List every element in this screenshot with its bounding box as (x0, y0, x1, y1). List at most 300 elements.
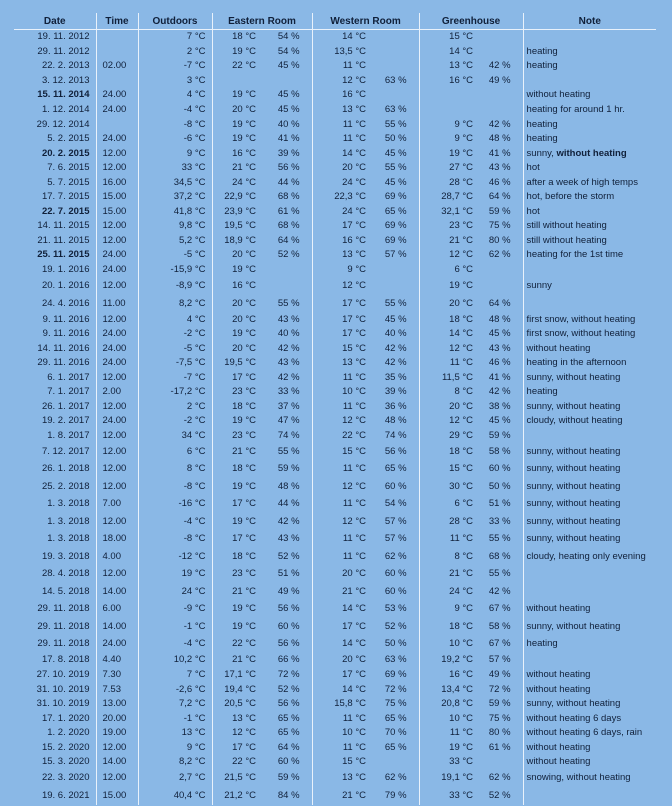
row-eastern-temp: 20 °C (212, 103, 262, 118)
row-eastern-humidity: 60 % (277, 756, 300, 768)
row-eastern-humidity: 45 % (277, 89, 300, 101)
row-eastern-humidity: 65 % (277, 727, 300, 739)
row-western-temp: 9 °C (312, 263, 372, 278)
row-date: 19. 11. 2012 (37, 31, 90, 43)
row-note: heating (523, 132, 656, 147)
table-row (14, 414, 656, 429)
row-eastern-humidity: 61 % (277, 205, 300, 217)
row-greenhouse-humidity: 49 % (488, 74, 511, 86)
row-eastern-temp: 19 °C (212, 478, 262, 496)
row-eastern-temp: 21,2 °C (212, 787, 262, 805)
row-date: 5. 2. 2015 (47, 133, 90, 145)
row-greenhouse-humidity (479, 88, 523, 103)
row-eastern-temp: 23,9 °C (212, 205, 262, 220)
row-greenhouse-humidity: 80 % (488, 727, 511, 739)
row-date: 17. 1. 2020 (41, 712, 90, 724)
row-greenhouse-humidity: 58 % (488, 620, 511, 632)
row-time: 12.00 (96, 219, 138, 234)
row-date: 31. 10. 2019 (36, 698, 90, 710)
row-greenhouse-humidity: 67 % (488, 638, 511, 650)
row-time: 4.00 (96, 548, 138, 566)
row-outdoors: 4 °C (138, 312, 212, 327)
row-date: 14. 5. 2018 (41, 585, 90, 597)
row-greenhouse-temp: 15 °C (419, 461, 479, 479)
row-greenhouse-humidity: 50 % (488, 480, 511, 492)
table-row (14, 190, 656, 205)
row-western-humidity (372, 59, 419, 74)
row-outdoors: -4 °C (138, 636, 212, 654)
row-date: 15. 3. 2020 (41, 756, 90, 768)
row-time: 12.00 (96, 566, 138, 584)
row-western-temp: 15 °C (312, 443, 372, 461)
row-outdoors: -17,2 °C (138, 385, 212, 400)
row-note: without heating (523, 668, 656, 683)
row-note (523, 30, 656, 45)
row-western-humidity: 35 % (384, 371, 407, 383)
header-western-room: Western Room (312, 13, 419, 30)
row-note: first snow, without heating (523, 312, 656, 327)
row-outdoors: -6 °C (138, 132, 212, 147)
row-time: 12.00 (96, 741, 138, 756)
table-row (14, 175, 656, 190)
table-row (14, 205, 656, 220)
row-western-temp: 20 °C (312, 653, 372, 668)
row-eastern-temp: 19,5 °C (212, 356, 262, 371)
row-western-temp: 14 °C (312, 636, 372, 654)
row-eastern-temp: 19 °C (212, 263, 262, 278)
row-greenhouse-humidity: 75 % (488, 712, 511, 724)
row-greenhouse-temp: 16 °C (419, 74, 479, 89)
row-eastern-humidity: 43 % (277, 313, 300, 325)
table-row (14, 234, 656, 249)
row-outdoors: 19 °C (138, 566, 212, 584)
row-date: 1. 8. 2017 (47, 429, 90, 441)
row-outdoors: 9 °C (138, 146, 212, 161)
row-eastern-humidity: 40 % (277, 328, 300, 340)
row-eastern-temp: 21 °C (212, 161, 262, 176)
row-date: 19. 6. 2021 (41, 789, 90, 801)
row-greenhouse-humidity: 64 % (488, 191, 511, 203)
row-date: 7. 6. 2015 (47, 162, 90, 174)
row-outdoors: -4 °C (138, 513, 212, 531)
row-greenhouse-temp: 8 °C (419, 385, 479, 400)
row-greenhouse-temp: 8 °C (419, 548, 479, 566)
row-outdoors: 9 °C (138, 741, 212, 756)
row-greenhouse-temp: 11 °C (419, 726, 479, 741)
table-row (14, 263, 656, 278)
row-western-temp: 14 °C (312, 682, 372, 697)
row-date: 7. 1. 2017 (47, 386, 90, 398)
row-date: 29. 11. 2018 (37, 620, 90, 632)
row-note (523, 295, 656, 313)
row-western-temp: 11 °C (312, 132, 372, 147)
row-time (96, 45, 138, 60)
row-outdoors: 13 °C (138, 726, 212, 741)
row-eastern-temp: 21 °C (212, 443, 262, 461)
row-time: 18.00 (96, 531, 138, 549)
row-eastern-temp: 22 °C (212, 755, 262, 770)
row-time: 24.00 (96, 103, 138, 118)
row-western-temp: 10 °C (312, 726, 372, 741)
table-row (14, 443, 656, 461)
row-time: 12.00 (96, 312, 138, 327)
row-time: 12.00 (96, 234, 138, 249)
row-time: 11.00 (96, 295, 138, 313)
row-eastern-humidity: 48 % (277, 480, 300, 492)
table-row (14, 103, 656, 118)
row-date: 29. 11. 2018 (37, 603, 90, 615)
row-western-humidity: 52 % (384, 620, 407, 632)
row-eastern-temp: 19,4 °C (212, 682, 262, 697)
row-time: 24.00 (96, 414, 138, 429)
row-date: 1. 12. 2014 (41, 104, 90, 115)
row-western-humidity: 48 % (384, 415, 407, 427)
row-time: 12.00 (96, 370, 138, 385)
row-greenhouse-humidity: 59 % (488, 698, 511, 710)
row-greenhouse-humidity: 62 % (488, 772, 511, 784)
row-eastern-humidity: 55 % (277, 445, 300, 457)
row-western-humidity (372, 277, 419, 295)
row-greenhouse-humidity: 45 % (488, 328, 511, 340)
row-western-humidity: 60 % (384, 585, 407, 597)
row-eastern-temp: 21,5 °C (212, 770, 262, 788)
row-eastern-temp: 16 °C (212, 146, 262, 161)
row-date: 14. 11. 2016 (37, 342, 90, 354)
row-western-temp: 11 °C (312, 531, 372, 549)
row-western-humidity: 57 % (384, 515, 407, 527)
row-time: 20.00 (96, 711, 138, 726)
row-western-humidity: 42 % (384, 357, 407, 369)
row-time: 24.00 (96, 356, 138, 371)
table-row (14, 370, 656, 385)
row-outdoors: 34,5 °C (138, 175, 212, 190)
header-date: Date (14, 13, 96, 30)
row-greenhouse-temp: 11 °C (419, 356, 479, 371)
row-greenhouse-temp: 19,1 °C (419, 770, 479, 788)
row-greenhouse-humidity: 62 % (488, 249, 511, 261)
row-note: sunny, without heating (523, 443, 656, 461)
row-note: sunny, without heating (523, 461, 656, 479)
row-greenhouse-humidity: 38 % (488, 400, 511, 412)
row-note: without heating (523, 601, 656, 619)
row-time: 15.00 (96, 787, 138, 805)
row-western-humidity: 74 % (384, 429, 407, 441)
row-greenhouse-humidity: 52 % (488, 789, 511, 801)
row-date: 22. 3. 2020 (41, 772, 90, 784)
row-time: 6.00 (96, 601, 138, 619)
row-western-humidity: 56 % (384, 445, 407, 457)
row-western-temp: 12 °C (312, 414, 372, 429)
row-western-humidity: 75 % (384, 698, 407, 710)
row-western-temp: 22,3 °C (312, 190, 372, 205)
row-note: without heating (523, 741, 656, 756)
row-time: 12.00 (96, 461, 138, 479)
row-eastern-humidity: 60 % (277, 620, 300, 632)
row-greenhouse-temp: 19,2 °C (419, 653, 479, 668)
row-outdoors: -2,6 °C (138, 682, 212, 697)
row-western-temp: 11 °C (312, 496, 372, 514)
row-western-temp: 11 °C (312, 370, 372, 385)
row-time (96, 30, 138, 45)
row-date: 3. 12. 2013 (41, 74, 90, 86)
row-time: 24.00 (96, 88, 138, 103)
row-greenhouse-humidity: 42 % (488, 118, 511, 130)
row-eastern-temp: 18,9 °C (212, 234, 262, 249)
row-greenhouse-humidity: 41 % (488, 147, 511, 159)
row-greenhouse-temp: 11,5 °C (419, 370, 479, 385)
row-greenhouse-temp: 12 °C (419, 341, 479, 356)
row-time (96, 117, 138, 132)
row-outdoors: 34 °C (138, 429, 212, 444)
row-note: heating for the 1st time (523, 248, 656, 263)
row-eastern-humidity: 72 % (277, 669, 300, 681)
row-date: 26. 1. 2018 (41, 463, 90, 475)
row-outdoors: -1 °C (138, 711, 212, 726)
row-outdoors: -9 °C (138, 601, 212, 619)
row-time: 12.00 (96, 277, 138, 295)
table-row (14, 385, 656, 400)
row-western-temp: 11 °C (312, 400, 372, 415)
row-note: heating (523, 117, 656, 132)
row-greenhouse-temp: 21 °C (419, 234, 479, 249)
row-eastern-temp: 19 °C (212, 45, 262, 60)
header-note: Note (523, 13, 656, 30)
row-time: 12.00 (96, 429, 138, 444)
row-greenhouse-humidity: 59 % (488, 429, 511, 441)
row-date: 22. 7. 2015 (41, 205, 90, 217)
row-outdoors: 10,2 °C (138, 653, 212, 668)
row-eastern-humidity: 55 % (277, 297, 300, 309)
table-row (14, 277, 656, 295)
row-western-humidity: 72 % (384, 683, 407, 695)
row-western-temp: 17 °C (312, 618, 372, 636)
row-eastern-humidity (262, 263, 312, 278)
row-greenhouse-humidity: 61 % (488, 741, 511, 753)
row-note: without heating 6 days, rain (523, 726, 656, 741)
row-note: without heating (523, 682, 656, 697)
row-outdoors: 37,2 °C (138, 190, 212, 205)
row-note: cloudy, without heating (523, 414, 656, 429)
row-note: without heating (523, 341, 656, 356)
row-date: 19. 2. 2017 (41, 415, 90, 427)
row-greenhouse-humidity (479, 45, 523, 60)
row-date: 19. 1. 2016 (41, 264, 90, 276)
row-western-temp: 13 °C (312, 356, 372, 371)
row-eastern-temp: 23 °C (212, 429, 262, 444)
row-outdoors: 9,8 °C (138, 219, 212, 234)
row-western-humidity: 60 % (384, 480, 407, 492)
row-note: without heating 6 days (523, 711, 656, 726)
table-row (14, 74, 656, 89)
row-eastern-temp: 17 °C (212, 531, 262, 549)
row-eastern-temp: 17 °C (212, 496, 262, 514)
row-time: 12.00 (96, 513, 138, 531)
row-greenhouse-humidity: 55 % (488, 568, 511, 580)
row-note (523, 74, 656, 89)
header-eastern-room: Eastern Room (212, 13, 312, 30)
table-row (14, 496, 656, 514)
row-time: 12.00 (96, 146, 138, 161)
row-greenhouse-humidity: 80 % (488, 234, 511, 246)
row-outdoors: 24 °C (138, 583, 212, 601)
row-western-temp: 12 °C (312, 513, 372, 531)
table-row (14, 30, 656, 45)
row-western-temp: 11 °C (312, 741, 372, 756)
row-eastern-temp: 17 °C (212, 370, 262, 385)
row-note (523, 566, 656, 584)
row-note (523, 653, 656, 668)
header-outdoors: Outdoors (138, 13, 212, 30)
row-eastern-humidity: 64 % (277, 741, 300, 753)
row-eastern-temp: 19 °C (212, 414, 262, 429)
table-row (14, 400, 656, 415)
row-date: 15. 11. 2014 (37, 89, 90, 101)
row-western-temp: 11 °C (312, 117, 372, 132)
row-western-humidity: 69 % (384, 220, 407, 232)
table-row (14, 219, 656, 234)
row-eastern-temp: 24 °C (212, 175, 262, 190)
table-row (14, 59, 656, 74)
row-greenhouse-temp: 13,4 °C (419, 682, 479, 697)
row-greenhouse-temp: 29 °C (419, 429, 479, 444)
row-date: 25. 11. 2015 (37, 249, 90, 261)
row-eastern-humidity: 52 % (277, 550, 300, 562)
table-row (14, 682, 656, 697)
row-greenhouse-humidity: 43 % (488, 162, 511, 174)
row-western-humidity: 42 % (384, 342, 407, 354)
row-time: 7.53 (96, 682, 138, 697)
row-eastern-temp: 22 °C (212, 636, 262, 654)
row-eastern-temp: 22 °C (212, 59, 262, 74)
row-western-humidity: 63 % (384, 74, 407, 86)
table-row (14, 356, 656, 371)
row-outdoors: 2,7 °C (138, 770, 212, 788)
row-note: without heating (523, 755, 656, 770)
row-western-temp: 21 °C (312, 787, 372, 805)
row-date: 1. 3. 2018 (47, 515, 90, 527)
row-date: 20. 1. 2016 (41, 280, 90, 292)
row-date: 19. 3. 2018 (41, 550, 90, 562)
row-note: without heating (523, 88, 656, 103)
row-note: cloudy, heating only evening (523, 548, 656, 566)
row-note: heating (523, 636, 656, 654)
row-western-temp: 15 °C (312, 755, 372, 770)
row-eastern-humidity: 44 % (277, 176, 300, 188)
table-row (14, 668, 656, 683)
row-greenhouse-temp: 24 °C (419, 583, 479, 601)
row-time: 7.00 (96, 496, 138, 514)
row-western-temp: 13 °C (312, 248, 372, 263)
row-western-temp: 24 °C (312, 175, 372, 190)
table-row (14, 726, 656, 741)
row-greenhouse-humidity: 46 % (488, 176, 511, 188)
row-note: sunny, without heating (523, 400, 656, 415)
row-note: still without heating (523, 219, 656, 234)
row-note: sunny, without heating (523, 531, 656, 549)
row-western-temp: 12 °C (312, 277, 372, 295)
row-time: 15.00 (96, 190, 138, 205)
row-greenhouse-temp: 6 °C (419, 496, 479, 514)
row-western-humidity: 55 % (384, 297, 407, 309)
row-greenhouse-humidity: 59 % (488, 205, 511, 217)
row-eastern-humidity: 47 % (277, 415, 300, 427)
temperature-log-table-container (14, 13, 656, 801)
row-eastern-temp: 16 °C (212, 277, 262, 295)
row-greenhouse-temp: 9 °C (419, 117, 479, 132)
row-greenhouse-humidity: 42 % (488, 60, 511, 72)
row-time: 12.00 (96, 443, 138, 461)
row-note: sunny, without heating (523, 697, 656, 712)
row-outdoors: -8 °C (138, 117, 212, 132)
row-outdoors: 3 °C (138, 74, 212, 89)
row-time: 7.30 (96, 668, 138, 683)
row-outdoors: 4 °C (138, 88, 212, 103)
row-greenhouse-temp: 19 °C (419, 741, 479, 756)
row-western-humidity: 39 % (384, 386, 407, 398)
row-greenhouse-temp: 13 °C (419, 59, 479, 74)
row-greenhouse-humidity: 48 % (488, 313, 511, 325)
table-row (14, 636, 656, 654)
row-eastern-temp: 13 °C (212, 711, 262, 726)
row-note-emphasis: without heating (556, 147, 627, 159)
row-outdoors: 2 °C (138, 45, 212, 60)
table-row (14, 45, 656, 60)
row-time: 13.00 (96, 697, 138, 712)
row-outdoors: 2 °C (138, 400, 212, 415)
row-western-humidity (372, 88, 419, 103)
row-western-humidity: 60 % (384, 568, 407, 580)
row-date: 1. 3. 2018 (47, 498, 90, 510)
row-outdoors: 40,4 °C (138, 787, 212, 805)
table-row (14, 513, 656, 531)
row-greenhouse-temp: 21 °C (419, 566, 479, 584)
row-greenhouse-humidity: 72 % (488, 683, 511, 695)
row-note: heating in the afternoon (523, 356, 656, 371)
row-note: heating for around 1 hr. (523, 103, 656, 118)
row-outdoors: -15,9 °C (138, 263, 212, 278)
row-note: after a week of high temps (523, 175, 656, 190)
table-row (14, 161, 656, 176)
table-row (14, 618, 656, 636)
row-western-humidity: 65 % (384, 463, 407, 475)
row-western-temp: 16 °C (312, 234, 372, 249)
row-greenhouse-humidity: 43 % (488, 342, 511, 354)
table-row (14, 601, 656, 619)
row-eastern-humidity: 56 % (277, 638, 300, 650)
row-eastern-temp: 18 °C (212, 400, 262, 415)
row-greenhouse-humidity: 49 % (488, 669, 511, 681)
row-time: 24.00 (96, 132, 138, 147)
row-greenhouse-temp: 12 °C (419, 248, 479, 263)
row-eastern-temp: 20 °C (212, 295, 262, 313)
row-outdoors: -8 °C (138, 478, 212, 496)
row-greenhouse-humidity (479, 755, 523, 770)
row-western-humidity: 63 % (384, 104, 407, 115)
row-eastern-temp: 19 °C (212, 601, 262, 619)
row-greenhouse-humidity: 64 % (488, 297, 511, 309)
row-eastern-humidity: 45 % (277, 104, 300, 115)
row-greenhouse-temp: 20 °C (419, 400, 479, 415)
row-outdoors: -1 °C (138, 618, 212, 636)
table-row (14, 478, 656, 496)
row-note: sunny, without heating (523, 370, 656, 385)
row-date: 1. 3. 2018 (47, 533, 90, 545)
row-greenhouse-temp (419, 88, 479, 103)
row-date: 14. 11. 2015 (37, 220, 90, 232)
row-greenhouse-temp: 12 °C (419, 414, 479, 429)
row-eastern-humidity: 43 % (277, 533, 300, 545)
row-western-temp: 14 °C (312, 30, 372, 45)
